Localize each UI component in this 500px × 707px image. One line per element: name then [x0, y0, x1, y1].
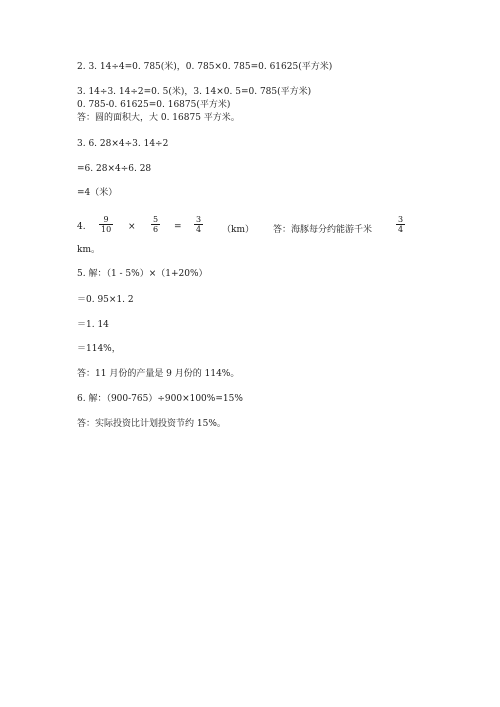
q4-times-sign: × — [128, 222, 136, 232]
q4-answer-text: 答：海豚每分约能游千米 — [273, 225, 373, 235]
q4-tail: km。 — [77, 245, 100, 255]
q4-fraction-4 — [396, 215, 405, 234]
q3-line3: =4（米） — [77, 188, 118, 198]
q5-answer: 答：11 月份的产量是 9 月份的 114%。 — [77, 369, 240, 379]
q4-fraction-3 — [194, 215, 203, 234]
q4-fraction-2-numerator: 5 — [153, 215, 159, 224]
q4-fraction-1-numerator: 9 — [99, 215, 113, 225]
q4-equation-row — [77, 215, 497, 241]
q2-answer: 答：圆的面积大，大 0. 16875 平方米。 — [77, 113, 240, 123]
q2-line3: 0. 785-0. 61625=0. 16875(平方米) — [77, 100, 231, 110]
q2-line2: 3. 14÷3. 14÷2=0. 5(米)，3. 14×0. 5=0. 785(平方米) — [77, 87, 312, 97]
q2-line1: 2. 3. 14÷4=0. 785(米)，0. 785×0. 785=0. 61625(平方米) — [77, 62, 333, 72]
q4-fraction-1 — [99, 215, 113, 234]
q4-fraction-1-denominator: 10 — [101, 225, 112, 234]
q4-fraction-4-numerator: 3 — [398, 215, 404, 224]
q5-line1: 5. 解：（1 - 5%）×（1+20%） — [77, 269, 208, 279]
q4-unit: （km） — [222, 225, 254, 235]
q5-line3: ＝1. 14 — [77, 320, 109, 330]
q6-line1: 6. 解：（900-765）÷900×100%=15% — [77, 394, 243, 404]
q5-line2: ＝0. 95×1. 2 — [77, 295, 134, 305]
q4-fraction-4-denominator: 4 — [398, 225, 404, 234]
q4-fraction-3-denominator: 4 — [196, 225, 202, 234]
q5-line4: ＝114%， — [77, 344, 121, 354]
q3-line2: =6. 28×4÷6. 28 — [77, 164, 152, 174]
q4-number: 4. — [77, 222, 86, 232]
q4-fraction-2 — [151, 215, 160, 234]
q4-equals-sign: = — [174, 222, 182, 232]
q4-fraction-2-denominator: 6 — [153, 225, 159, 234]
q4-fraction-3-numerator: 3 — [196, 215, 202, 224]
q6-answer: 答：实际投资比计划投资节约 15%。 — [77, 419, 226, 429]
q3-line1: 3. 6. 28×4÷3. 14÷2 — [77, 139, 169, 149]
